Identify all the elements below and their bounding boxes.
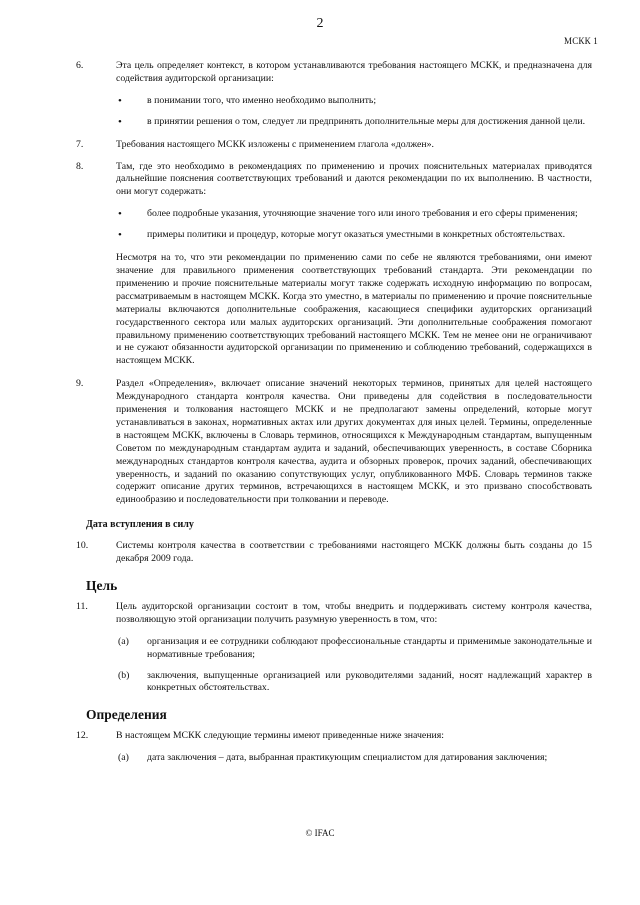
list-item-text: в принятии решения о том, следует ли предпринять дополнительные меры для достижения данной цели.: [147, 115, 586, 127]
objective-list: [116, 636, 592, 696]
list-item: [116, 229, 592, 242]
bullet-icon: •: [118, 115, 122, 128]
paragraph-9: [76, 378, 592, 507]
bullet-icon: •: [118, 94, 122, 107]
list-item-text: организация и ее сотрудники соблюдают профессиональные стандарты и применимые законодательные и нормативные требования;: [147, 635, 592, 660]
list-item-text: в понимании того, что именно необходимо выполнить;: [147, 94, 377, 106]
paragraph-number: 7.: [76, 138, 84, 150]
list-item-text: примеры политики и процедур, которые могут оказаться уместными в конкретных обстоятельствах.: [147, 229, 566, 241]
copyright-footer: © IFAC: [305, 828, 335, 838]
paragraph-6: [76, 60, 592, 86]
list-item: [116, 95, 592, 108]
paragraph-7: [76, 138, 592, 152]
list-item-text: заключения, выпущенные организацией или руководителями заданий, носят надлежащий характер в конкретных обстоятельствах.: [147, 669, 592, 694]
effective-date-heading: Дата вступления в силу: [86, 519, 194, 531]
definitions-heading: Определения: [86, 707, 167, 723]
objective-heading: Цель: [86, 578, 118, 593]
list-item-text: дата заключения – дата, выбранная практикующим специалистом для датирования заключения;: [147, 752, 548, 764]
list-item: [116, 636, 592, 662]
paragraph-10: [76, 540, 592, 566]
paragraph-text: Системы контроля качества в соответствии с требованиями настоящего МСКК должны быть созданы до 15 декабря 2009 года.: [116, 540, 592, 565]
bullet-icon: •: [118, 208, 122, 221]
paragraph-number: 12.: [76, 730, 89, 742]
paragraph-text: Раздел «Определения», включает описание значений некоторых терминов, принятых для целей настоящего Международного стандарта контроля качества. Они приведены для содействия в последовательности применения и толкования настоящего МСКК и не предполагают замены определений, которые могут устанавливаться в законах, нормативных актах или других документах для иных целей. Термины, определенные в настоящем МСКК, включены в Словарь терминов, относящихся к Международным стандартам, выпущенным Советом по международным стандартам аудита и заданий, обеспечивающих уверенность, в составе Сборника международных стандартов контроля качества, аудита и обзорных проверок, прочих заданий, обеспечивающих уверенность, и заданий по оказанию сопутствующих услуг, опубликованного МФБ. Словарь терминов также содержит описание других терминов, встречающихся в настоящем МСКК, и это призвано способствовать единообразию и последовательности при толковании и переводе.: [116, 378, 592, 506]
paragraph-12: [76, 730, 592, 743]
page-number: 2: [316, 16, 324, 31]
paragraph-text: Там, где это необходимо в рекомендациях по применению и прочих пояснительных материалах приводятся дальнейшие пояснения соответствующих требований и даются рекомендации по их выполнению. В частности, они могут содержать:: [116, 160, 592, 198]
paragraph-text: Цель аудиторской организации состоит в том, чтобы внедрить и поддерживать систему контроля качества, позволяющую этой организации получить разумную уверенность в том, что:: [116, 600, 592, 625]
running-header: МСКК 1: [564, 36, 598, 46]
paragraph-8: [76, 160, 592, 200]
bullet-list: [116, 208, 592, 242]
paragraph-text: Эта цель определяет контекст, в котором устанавливаются требования настоящего МСКК, и предназначена для содействия аудиторской организации:: [116, 60, 592, 84]
paragraph-text: В настоящем МСКК следующие термины имеют приведенные ниже значения:: [116, 730, 444, 742]
paragraph-number: 9.: [76, 378, 84, 390]
list-item-text: более подробные указания, уточняющие значение того или иного требования и его сферы применения;: [147, 208, 578, 220]
paragraph-text: Требования настоящего МСКК изложены с применением глагола «должен».: [116, 138, 434, 150]
list-item: [116, 670, 592, 696]
item-letter: (a): [118, 635, 129, 647]
item-letter: (b): [118, 669, 130, 681]
bullet-icon: •: [118, 229, 122, 242]
bullet-list: [116, 95, 592, 129]
definitions-list: [116, 752, 592, 765]
list-item: [116, 752, 592, 765]
paragraph-number: 10.: [76, 540, 89, 552]
document-body: [76, 60, 592, 775]
paragraph-number: 6.: [76, 60, 84, 71]
list-item: [116, 208, 592, 221]
paragraph-11: [76, 600, 592, 627]
list-item: [116, 116, 592, 129]
item-letter: (a): [118, 752, 129, 764]
paragraph-number: 8.: [76, 160, 84, 172]
paragraph-8-continuation: Несмотря на то, что эти рекомендации по применению сами по себе не являются требованиями, они имеют значение для правильного применения соответствующих требований стандарта. Эти рекомендации по применению и прочие пояснительные материалы могут также содержать исходную информацию по вопросам, рассматриваемым в настоящем МСКК. Когда это уместно, в материалы по применению и прочие пояснительные материалы включаются дополнительные соображения, касающиеся специфики аудиторских организаций государственного сектора или малых аудиторских организаций. Эти дополнительные соображения помогают правильному применению соответствующих требований настоящего МСКК. Тем не менее они не ограничивают и не сужают обязанности аудиторской организации по применению и соблюдению требований, содержащихся в настоящем МСКК.: [116, 252, 592, 367]
paragraph-number: 11.: [76, 600, 88, 612]
